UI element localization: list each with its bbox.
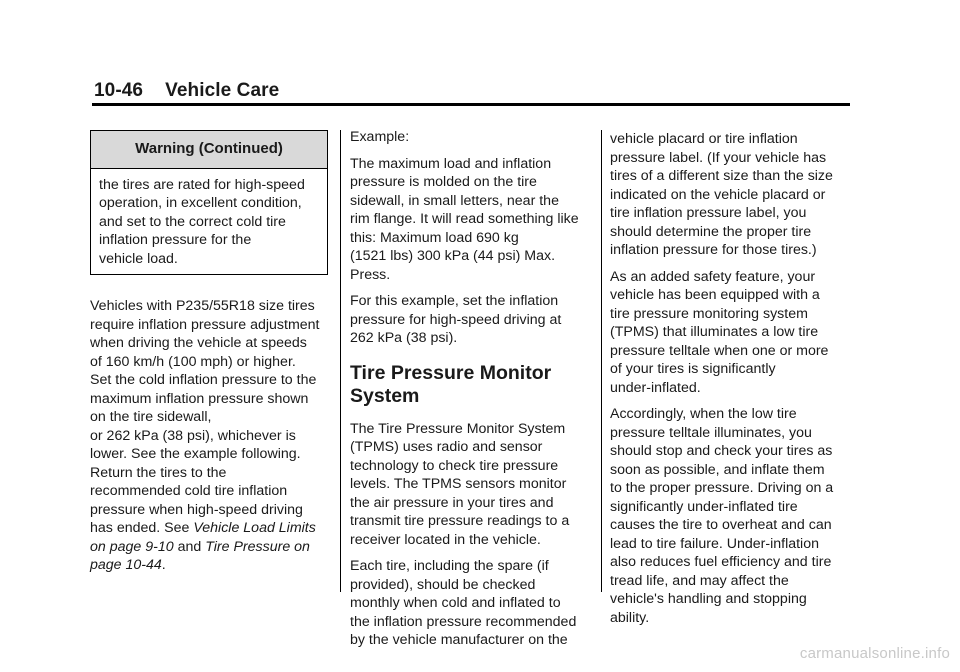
- example-label: Example:: [350, 129, 410, 145]
- text-line: (1521 lbs) 300 kPa (44 psi) Max.: [350, 248, 556, 264]
- text-line: rim flange. It will read something like: [350, 211, 579, 227]
- text-line: the air pressure in your tires and: [350, 494, 554, 511]
- text-line: lower. See the example following.: [90, 446, 301, 462]
- text-line: under-inflated.: [610, 379, 701, 396]
- text-line: [90, 556, 328, 575]
- text-line: Accordingly, when the low tire: [610, 406, 797, 422]
- warning-line: operation, in excellent condition,: [99, 195, 302, 211]
- column-divider-2: [601, 130, 602, 592]
- text-line: inflation pressure for those tires.): [610, 242, 817, 258]
- text-line: when driving the vehicle at speeds: [90, 335, 307, 351]
- text-line: As an added safety feature, your: [610, 268, 816, 285]
- text-line: provided), should be checked: [350, 576, 536, 593]
- text-line: pressure is molded on the tire: [350, 174, 537, 190]
- paragraph-placard: [610, 130, 850, 260]
- paragraph-high-speed: [90, 297, 328, 575]
- text-line: The Tire Pressure Monitor System: [350, 420, 566, 437]
- paragraph-safety-feature: [610, 268, 850, 398]
- text-line: indicated on the vehicle placard or: [610, 186, 826, 203]
- text-line: or 262 kPa (38 psi), whichever is: [90, 427, 296, 444]
- section-title: Vehicle Care: [165, 80, 280, 101]
- text-line: vehicle has been equipped with a: [610, 287, 820, 303]
- text-line: the inflation pressure recommended: [350, 613, 577, 630]
- paragraph-max-load: [350, 155, 590, 285]
- text-line: of your tires is significantly: [610, 361, 776, 377]
- column-divider-1: [340, 130, 341, 592]
- text-line: on the tire sidewall,: [90, 409, 212, 425]
- link-page-10-44[interactable]: page 10-44: [90, 557, 162, 573]
- text-line: transmit tire pressure readings to a: [350, 513, 570, 529]
- watermark: carmanualsonline.info: [799, 645, 950, 662]
- paragraph-tpms-intro: [350, 420, 590, 550]
- text-fragment: .: [161, 557, 166, 573]
- warning-line: vehicle load.: [99, 250, 178, 267]
- warning-box: [90, 130, 328, 275]
- text-line: should stop and check your tires as: [610, 443, 833, 459]
- text-line: pressure when high-speed driving: [90, 501, 303, 518]
- text-line: [90, 519, 328, 538]
- text-line: Vehicles with P235/55R18 size tires: [90, 298, 315, 314]
- text-line: pressure telltale illuminates, you: [610, 424, 812, 441]
- link-vehicle-load-limits[interactable]: Vehicle Load Limits: [193, 520, 316, 536]
- text-line: tread life, and may affect the: [610, 572, 789, 589]
- page-header: [94, 80, 279, 102]
- paragraph-example: [350, 292, 590, 348]
- text-line: Each tire, including the spare (if: [350, 558, 549, 574]
- heading-line: Tire Pressure Monitor: [350, 361, 552, 384]
- text-line: recommended cold tire inflation: [90, 483, 288, 499]
- warning-body: [91, 169, 327, 275]
- paragraph-each-tire: [350, 557, 590, 650]
- text-line: pressure for high-speed driving at: [350, 311, 562, 328]
- text-line: of 160 km/h (100 mph) or higher.: [90, 353, 296, 370]
- warning-line: inflation pressure for the: [99, 232, 252, 248]
- text-line: (TPMS) that illuminates a low tire: [610, 324, 819, 340]
- text-line: Return the tires to the: [90, 464, 227, 481]
- text-line: to the proper pressure. Driving on a: [610, 480, 834, 496]
- page-number: 10-46: [94, 80, 144, 101]
- text-line: pressure telltale when one or more: [610, 342, 829, 359]
- column-1: [90, 130, 328, 583]
- text-fragment: and: [173, 538, 206, 555]
- text-line: vehicle placard or tire inflation: [610, 131, 798, 147]
- text-line: technology to check tire pressure: [350, 457, 559, 474]
- text-line: maximum inflation pressure shown: [90, 390, 309, 407]
- text-line: tires of a different size than the size: [610, 168, 833, 184]
- text-line: pressure label. (If your vehicle has: [610, 149, 827, 166]
- column-3: [610, 130, 850, 635]
- link-tire-pressure[interactable]: Tire Pressure on: [205, 538, 310, 555]
- text-line: monthly when cold and inflated to: [350, 595, 561, 611]
- text-line: levels. The TPMS sensors monitor: [350, 476, 567, 492]
- text-line: vehicle's handling and stopping: [610, 591, 807, 607]
- text-line: Press.: [350, 266, 391, 283]
- heading-line: System: [350, 384, 420, 407]
- text-line: Set the cold inflation pressure to the: [90, 372, 317, 388]
- text-line: The maximum load and inflation: [350, 155, 552, 172]
- link-page-9-10[interactable]: on page 9-10: [90, 538, 174, 555]
- text-line: receiver located in the vehicle.: [350, 531, 541, 548]
- text-line: causes the tire to overheat and can: [610, 517, 832, 533]
- text-line: soon as possible, and inflate them: [610, 461, 825, 478]
- section-heading-tpms: [350, 362, 590, 408]
- text-fragment: has ended. See: [90, 520, 194, 536]
- warning-title: Warning (Continued): [91, 131, 327, 169]
- header-rule: [92, 103, 850, 106]
- text-line: 262 kPa (38 psi).: [350, 330, 458, 346]
- text-line: sidewall, in small letters, near the: [350, 192, 559, 209]
- text-line: require inflation pressure adjustment: [90, 316, 320, 333]
- text-line: also reduces fuel efficiency and tire: [610, 554, 832, 570]
- text-line: this: Maximum load 690 kg: [350, 229, 519, 246]
- text-line: significantly under-inflated tire: [610, 498, 798, 515]
- paragraph-telltale: [610, 405, 850, 627]
- text-line: ability.: [610, 609, 650, 626]
- text-line: For this example, set the inflation: [350, 293, 559, 309]
- text-line: (TPMS) uses radio and sensor: [350, 439, 543, 455]
- text-line: [90, 538, 328, 557]
- text-line: lead to tire failure. Under-inflation: [610, 535, 819, 552]
- text-line: by the vehicle manufacturer on the: [350, 632, 568, 648]
- text-line: should determine the proper tire: [610, 223, 812, 240]
- text-line: tire inflation pressure label, you: [610, 205, 807, 221]
- warning-line: the tires are rated for high-speed: [99, 176, 305, 193]
- text-line: tire pressure monitoring system: [610, 305, 808, 322]
- warning-line: and set to the correct cold tire: [99, 213, 286, 230]
- column-2: [350, 128, 590, 658]
